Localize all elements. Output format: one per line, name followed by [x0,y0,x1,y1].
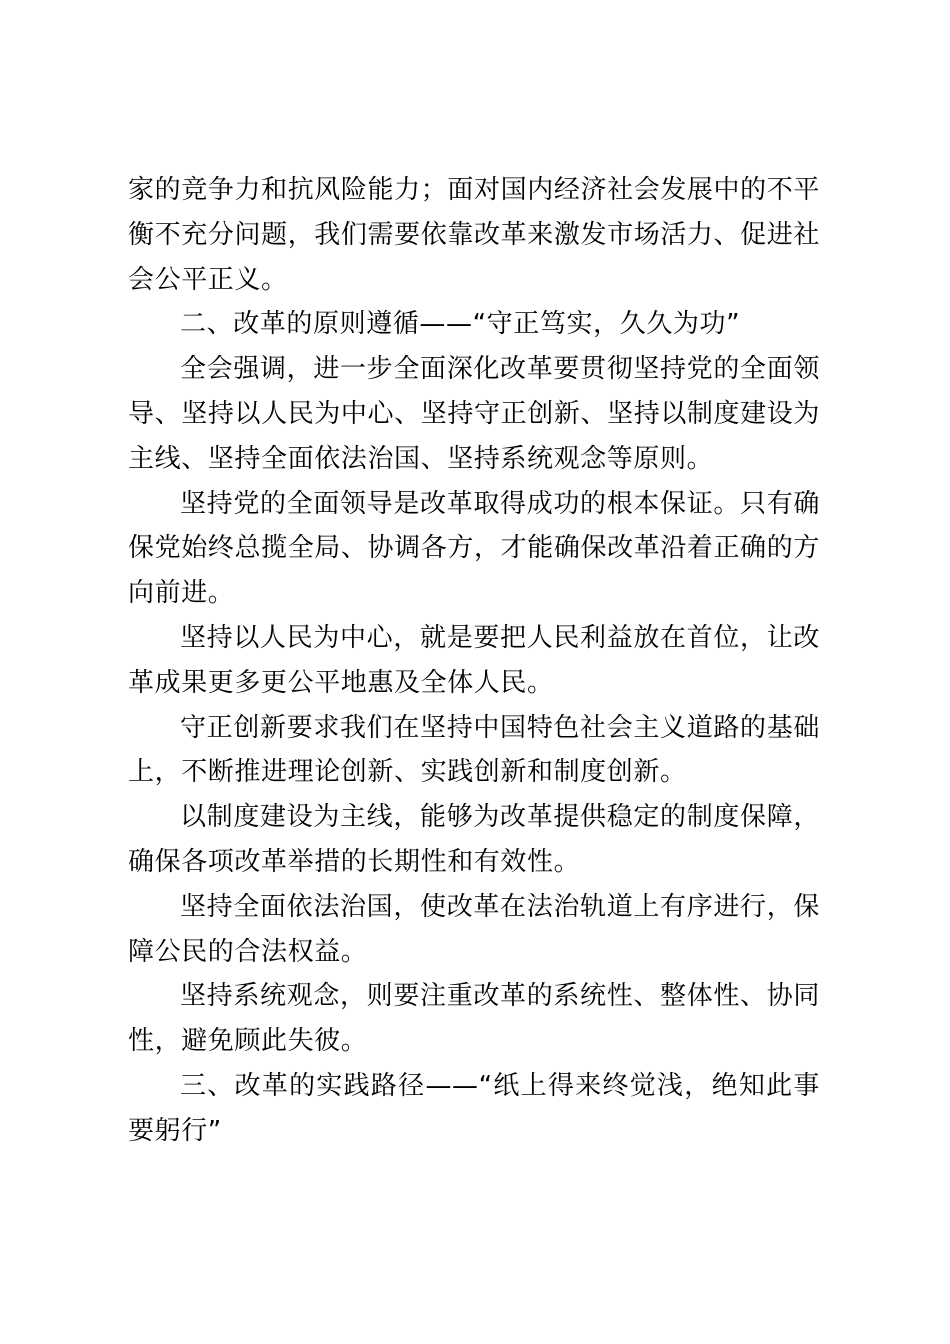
section-heading-3: 三、改革的实践路径——“纸上得来终觉浅，绝知此事要躬行” [128,1070,820,1146]
paragraph-principles: 全会强调，进一步全面深化改革要贯彻坚持党的全面领导、坚持以人民为中心、坚持守正创新、坚持以制度建设为主线、坚持全面依法治国、坚持系统观念等原则。 [128,354,820,474]
paragraph-people-centered: 坚持以人民为中心，就是要把人民利益放在首位，让改革成果更多更公平地惠及全体人民。 [128,622,820,698]
paragraph-systems-thinking: 坚持系统观念，则要注重改革的系统性、整体性、协同性，避免顾此失彼。 [128,981,820,1057]
paragraph-innovation: 守正创新要求我们在坚持中国特色社会主义道路的基础上，不断推进理论创新、实践创新和制度创新。 [128,712,820,788]
paragraph-institution: 以制度建设为主线，能够为改革提供稳定的制度保障，确保各项改革举措的长期性和有效性。 [128,802,820,877]
document-body [128,168,820,1154]
paragraph-continuation: 家的竞争力和抗风险能力；面对国内经济社会发展中的不平衡不充分问题，我们需要依靠改革来激发市场活力、促进社会公平正义。 [128,175,820,295]
section-heading-2: 二、改革的原则遵循——“守正笃实，久久为功” [180,309,741,340]
paragraph-party-leadership: 坚持党的全面领导是改革取得成功的根本保证。只有确保党始终总揽全局、协调各方，才能确保改革沿着正确的方向前进。 [128,488,820,609]
paragraph-rule-of-law: 坚持全面依法治国，使改革在法治轨道上有序进行，保障公民的合法权益。 [128,891,820,967]
